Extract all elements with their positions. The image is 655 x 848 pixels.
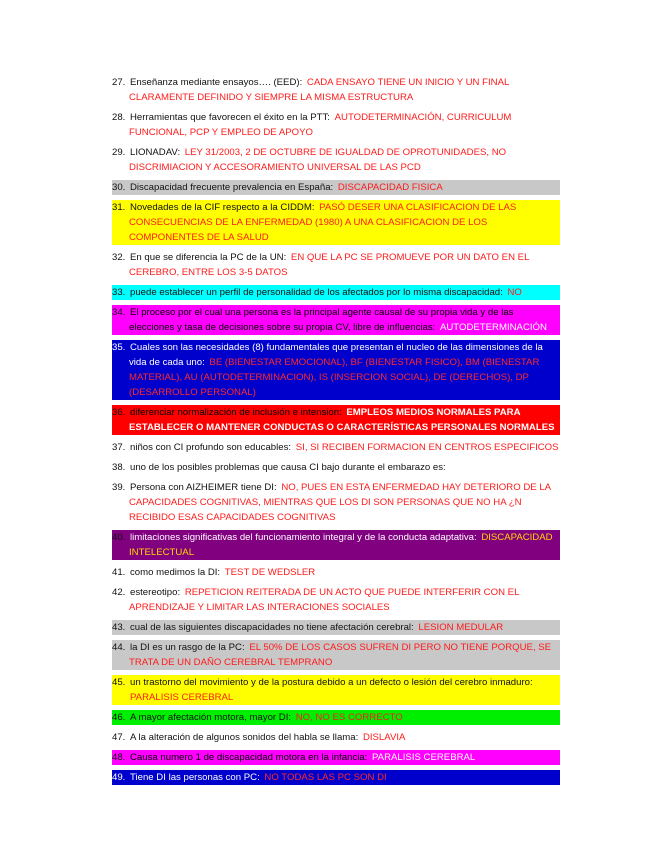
answer-text: EN QUE LA PC SE PROMUEVE POR UN DATO EN EL CEREBRO, ENTRE LOS 3-5 DATOS bbox=[129, 252, 530, 278]
item-body bbox=[129, 250, 560, 280]
answer-text: DISCAPACIDAD FISICA bbox=[337, 182, 443, 193]
item-number: 48. bbox=[112, 752, 126, 763]
list-item bbox=[112, 110, 560, 140]
question-text: Persona con AIZHEIMER tiene DI: bbox=[130, 482, 280, 493]
question-text: LIONADAV: bbox=[130, 147, 183, 158]
question-text: uno de los posibles problemas que causa CI bajo durante el embarazo es: bbox=[130, 462, 446, 473]
item-number: 37. bbox=[112, 442, 126, 453]
question-text: A la alteración de algunos sonidos del habla se llama: bbox=[130, 732, 361, 743]
list-item bbox=[112, 710, 560, 725]
item-number: 32. bbox=[112, 252, 126, 263]
list-item bbox=[112, 620, 560, 635]
item-number: 45. bbox=[112, 677, 126, 688]
question-text: Causa numero 1 de discapacidad motora en la infancia: bbox=[130, 752, 370, 763]
question-text: El proceso por el cual una persona es la principal agente causal de su propia vida y de las elecciones y tasa de decisiones sobre su propia CV, libre de influencias: bbox=[129, 307, 514, 333]
list-item bbox=[112, 750, 560, 765]
item-number: 33. bbox=[112, 287, 126, 298]
item-number: 40. bbox=[112, 532, 126, 543]
list-item bbox=[112, 640, 560, 670]
question-text: Tiene DI las personas con PC: bbox=[130, 772, 263, 783]
item-body bbox=[129, 405, 560, 435]
question-text: Novedades de la CIF respecto a la CIDDM: bbox=[130, 202, 318, 213]
item-number: 39. bbox=[112, 482, 126, 493]
item-number: 49. bbox=[112, 772, 126, 783]
question-text: En que se diferencia la PC de la UN: bbox=[130, 252, 289, 263]
answer-text: AUTODETERMINACIÓN, CURRICULUM FUNCIONAL, PCP Y EMPLEO DE APOYO bbox=[129, 112, 512, 138]
list-item bbox=[112, 440, 560, 455]
question-text: Cuales son las necesidades (8) fundamentales que presentan el nucleo de las dimensiones de la vida de cada uno: bbox=[129, 342, 543, 368]
item-body bbox=[129, 460, 560, 475]
item-body bbox=[129, 565, 560, 580]
answer-text: NO bbox=[507, 287, 522, 298]
list-item bbox=[112, 460, 560, 475]
item-number: 27. bbox=[112, 77, 126, 88]
list-item bbox=[112, 305, 560, 335]
question-text: estereotipo: bbox=[130, 587, 183, 598]
list-item bbox=[112, 675, 560, 705]
list-item bbox=[112, 770, 560, 785]
item-body bbox=[129, 770, 560, 785]
item-number: 29. bbox=[112, 147, 126, 158]
question-text: limitaciones significativas del funcionamiento integral y de la conducta adaptativa: bbox=[130, 532, 480, 543]
answer-text: SI, SI RECIBEN FORMACION EN CENTROS ESPECIFICOS bbox=[295, 442, 559, 453]
list-item bbox=[112, 250, 560, 280]
item-number: 31. bbox=[112, 202, 126, 213]
item-number: 28. bbox=[112, 112, 126, 123]
answer-text: LEY 31/2003, 2 DE OCTUBRE DE IGUALDAD DE OPROTUNIDADES, NO DISCRIMIACION Y ACCESORAMIENTO UNIVERSAL DE LAS PCD bbox=[129, 147, 507, 173]
question-text: Discapacidad frecuente prevalencia en España: bbox=[130, 182, 336, 193]
question-text: diferenciar normalización de inclusión e intension: bbox=[130, 407, 345, 418]
answer-text: AUTODETERMINACIÓN bbox=[439, 322, 547, 333]
item-body bbox=[129, 285, 560, 300]
question-text: A mayor afectación motora, mayor DI: bbox=[130, 712, 294, 723]
answer-text: EL 50% DE LOS CASOS SUFREN DI PERO NO TIENE PORQUE, SE TRATA DE UN DAÑO CEREBRAL TEMPRANO bbox=[129, 642, 552, 668]
list-item bbox=[112, 480, 560, 525]
item-body bbox=[129, 110, 560, 140]
item-number: 42. bbox=[112, 587, 126, 598]
item-body bbox=[129, 440, 560, 455]
item-number: 41. bbox=[112, 567, 126, 578]
item-body bbox=[129, 75, 560, 105]
answer-text: NO TODAS LAS PC SON DI bbox=[264, 772, 387, 783]
item-number: 44. bbox=[112, 642, 126, 653]
list-item bbox=[112, 730, 560, 745]
item-number: 36. bbox=[112, 407, 126, 418]
answer-text: NO, NO ES CORRECTO bbox=[295, 712, 403, 723]
question-text: cual de las siguientes discapacidades no tiene afectación cerebral: bbox=[130, 622, 417, 633]
item-body bbox=[129, 620, 560, 635]
item-body bbox=[129, 180, 560, 195]
list-item bbox=[112, 285, 560, 300]
list-item bbox=[112, 405, 560, 435]
question-text: la DI es un rasgo de la PC: bbox=[130, 642, 248, 653]
item-body bbox=[129, 585, 560, 615]
item-body bbox=[129, 305, 560, 335]
item-body bbox=[129, 340, 560, 400]
list-item bbox=[112, 565, 560, 580]
item-body bbox=[129, 530, 560, 560]
item-body bbox=[129, 675, 560, 705]
item-body bbox=[129, 640, 560, 670]
answer-text: EMPLEOS MEDIOS NORMALES PARA ESTABLECER O MANTENER CONDUCTAS O CARACTERÍSTICAS PERSONALES NORMALES bbox=[129, 407, 555, 433]
item-number: 43. bbox=[112, 622, 126, 633]
question-text: un trastorno del movimiento y de la postura debido a un defecto o lesión del cerebro inmaduro: bbox=[130, 677, 533, 688]
list-item bbox=[112, 180, 560, 195]
question-text: como medimos la DI: bbox=[130, 567, 223, 578]
question-text: puede establecer un perfil de personalidad de los afectados por lo misma discapacidad: bbox=[130, 287, 506, 298]
question-text: niños con CI profundo son educables: bbox=[130, 442, 294, 453]
answer-text: BE (BIENESTAR EMOCIONAL), BF (BIENESTAR FISICO), BM (BIENESTAR MATERIAL), AU (AUTODETERMINACION), IS (INSERCION SOCIAL), DE (DERECHOS), DP (DESARROLLO PERSONAL) bbox=[129, 357, 540, 398]
answer-text bbox=[447, 462, 449, 473]
question-text: Herramientas que favorecen el éxito en la PTT: bbox=[130, 112, 333, 123]
list-item bbox=[112, 585, 560, 615]
list-item bbox=[112, 200, 560, 245]
answer-text: PASÓ DESER UNA CLASIFICACION DE LAS CONSECUENCIAS DE LA ENFERMEDAD (1980) A UNA CLASIFICACION DE LOS COMPONENTES DE LA SALUD bbox=[129, 202, 517, 243]
item-number: 46. bbox=[112, 712, 126, 723]
item-body bbox=[129, 750, 560, 765]
answer-text: PARALISIS CEREBRAL bbox=[372, 752, 476, 763]
answer-text: REPETICION REITERADA DE UN ACTO QUE PUEDE INTERFERIR CON EL APRENDIZAJE Y LIMITAR LAS INTERACIONES SOCIALES bbox=[129, 587, 520, 613]
item-number: 35. bbox=[112, 342, 126, 353]
answer-text: NO, PUES EN ESTA ENFERMEDAD HAY DETERIORO DE LA CAPACIDADES COGNITIVAS, MIENTRAS QUE LOS DI SON PERSONAS QUE NO HA ¿N RECIBIDO ESAS CAPACIDADES COGNITIVAS bbox=[129, 482, 551, 523]
item-body bbox=[129, 710, 560, 725]
item-body bbox=[129, 200, 560, 245]
answer-text: CADA ENSAYO TIENE UN INICIO Y UN FINAL CLARAMENTE DEFINIDO Y SIEMPRE LA MISMA ESTRUCTURA bbox=[129, 77, 509, 103]
answer-text: DISCAPACIDAD INTELECTUAL bbox=[129, 532, 553, 558]
item-number: 47. bbox=[112, 732, 126, 743]
list-item bbox=[112, 145, 560, 175]
item-number: 30. bbox=[112, 182, 126, 193]
answer-text: LESION MEDULAR bbox=[418, 622, 504, 633]
answer-text: DISLAVIA bbox=[362, 732, 406, 743]
item-number: 34. bbox=[112, 307, 126, 318]
item-body bbox=[129, 730, 560, 745]
list-item bbox=[112, 530, 560, 560]
answer-text: PARALISIS CEREBRAL bbox=[130, 692, 234, 703]
answer-text: TEST DE WEDSLER bbox=[224, 567, 316, 578]
list-item bbox=[112, 75, 560, 105]
list-item bbox=[112, 340, 560, 400]
question-text: Enseñanza mediante ensayos…. (EED): bbox=[130, 77, 305, 88]
item-body bbox=[129, 480, 560, 525]
item-body bbox=[129, 145, 560, 175]
document-page bbox=[112, 75, 560, 790]
item-number: 38. bbox=[112, 462, 126, 473]
